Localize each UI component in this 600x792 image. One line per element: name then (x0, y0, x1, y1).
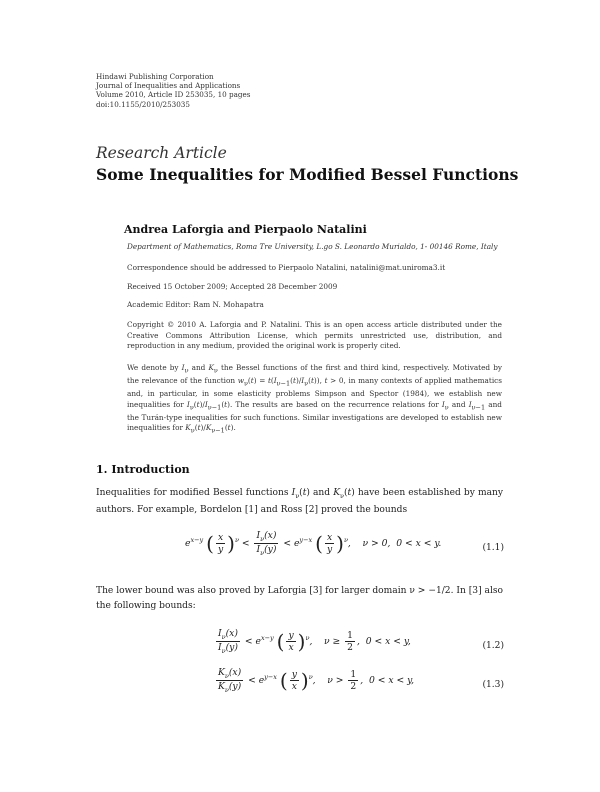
equation-number: (1.3) (482, 680, 504, 690)
equation-1-1: $e^{x-y}$ ( $\frac{x}{y}$ )$^\nu$ < $\frac{I_\nu(x)}{I_\nu(y)}$ < $e^{y-x}$ ( $\frac{x}{y}$ )$^\nu$, ν > 0, 0 < x < y. (185, 530, 442, 557)
volume-line: Volume 2010, Article ID 253035, 10 pages (96, 90, 251, 100)
copyright: Copyright © 2010 A. Laforgia and P. Natalini. This is an open access article distributed under the Creative Commons Attribution License, which permits unrestricted use, distribution, and reproduction in any medium, provided the original work is properly cited. (127, 320, 502, 351)
equation-number: (1.1) (482, 543, 504, 553)
journal-line: Journal of Inequalities and Applications (96, 81, 241, 91)
article-type: Research Article (96, 144, 227, 162)
correspondence: Correspondence should be addressed to Pierpaolo Natalini, natalini@mat.uniroma3.it (127, 263, 446, 272)
affiliation: Department of Mathematics, Roma Tre University, L.go S. Leonardo Murialdo, 1- 00146 Rome, Italy (127, 242, 498, 251)
authors: Andrea Laforgia and Pierpaolo Natalini (124, 223, 367, 236)
paragraph-2: The lower bound was also proved by Laforgia [3] for larger domain ν > −1/2. In [3] also the following bounds: (96, 586, 503, 611)
section-heading: 1. Introduction (96, 463, 190, 476)
equation-1-3: $\frac{K_\nu(x)}{K_\nu(y)}$ < $e^{y-x}$ ( $\frac{y}{x}$ )$^\nu$, ν > $\frac{1}{2}$ , 0 < x < y, (218, 667, 415, 694)
paper-title: Some Inequalities for Modified Bessel Functions (96, 165, 519, 184)
intro-paragraph: Inequalities for modified Bessel functions $I_\nu(t)$ and $K_\nu(t)$ have been established by many authors. For example, Bordelon [1] and Ross [2] proved the bounds (96, 488, 503, 516)
received-dates: Received 15 October 2009; Accepted 28 December 2009 (127, 282, 338, 291)
equation-1-2: $\frac{I_\nu(x)}{I_\nu(y)}$ < $e^{x-y}$ ( $\frac{y}{x}$ )$^\nu$, ν ≥ $\frac{1}{2}$ , 0 < x < y, (218, 628, 411, 655)
doi-line: doi:10.1155/2010/253035 (96, 99, 190, 109)
abstract: We denote by $I_\nu$ and $K_\nu$ the Bessel functions of the first and third kind, respectively. Motivated by the relevance of the function $w_\nu(t) = t(I_{\nu-1}(t)/I_\nu(t))$, t > 0, in many contexts of applied mathematics and, in particular, in some elasticity problems Simpson and Spector (1984), we establish new inequalities for $I_\nu(t)/I_{\nu-1}(t)$. The results are based on the recurrence relations for $I_\nu$ and $I_{\nu-1}$ and the Turán-type inequalities for such functions. Similar investigations are developed to establish new inequalities for $K_\nu(t)/K_{\nu-1}(t)$. (127, 363, 502, 435)
publisher-line: Hindawi Publishing Corporation (96, 72, 214, 81)
journal-header (96, 72, 250, 109)
academic-editor: Academic Editor: Ram N. Mohapatra (127, 300, 264, 309)
equation-number: (1.2) (482, 641, 504, 651)
